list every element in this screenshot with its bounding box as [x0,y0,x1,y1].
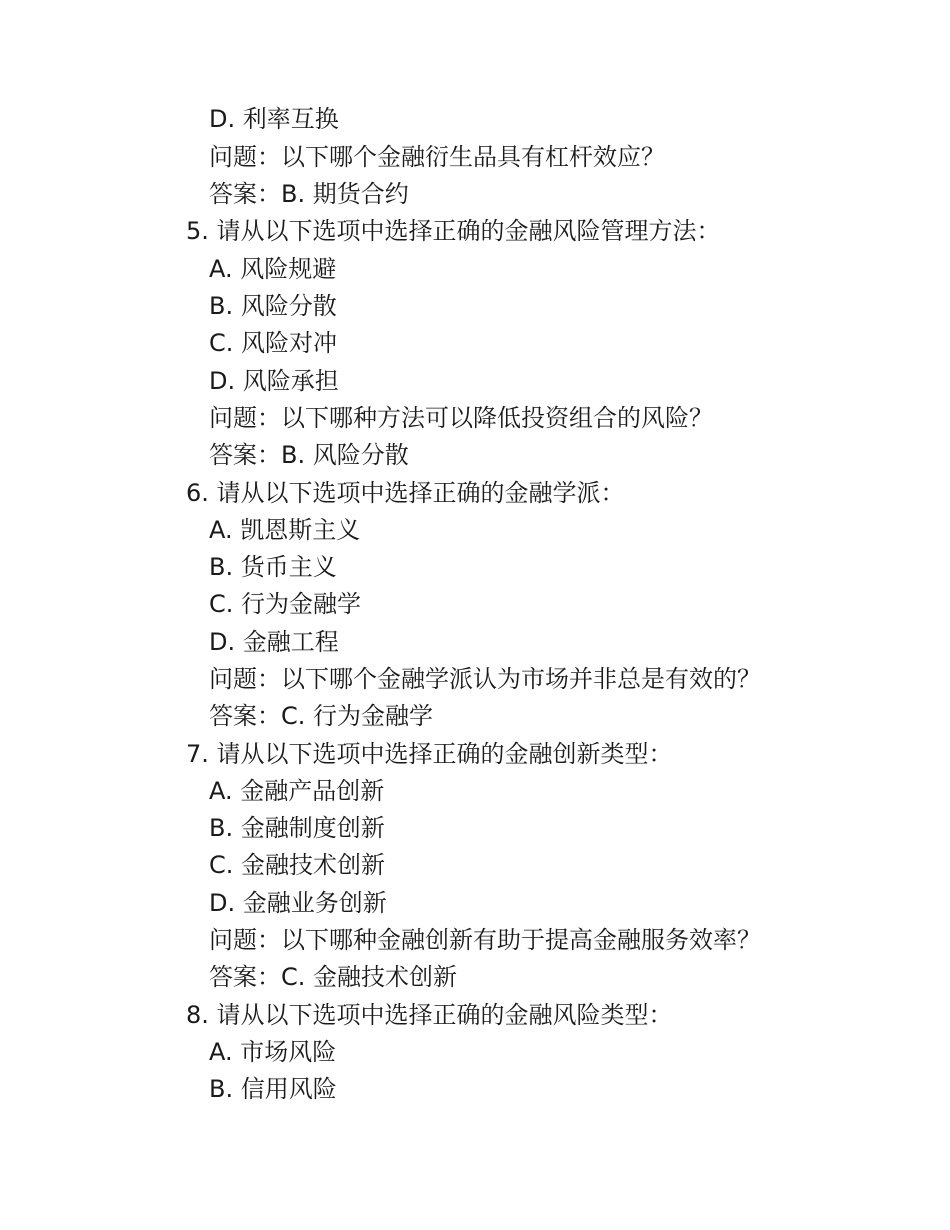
option-line: B. 风险分散 [209,292,337,320]
option-line: B. 信用风险 [209,1075,337,1103]
item-heading: 8. 请从以下选项中选择正确的金融风险类型： [186,1001,673,1029]
answer-line: 答案：B. 期货合约 [209,180,409,208]
option-line: D. 风险承担 [209,367,339,395]
answer-line: 答案：C. 行为金融学 [209,702,434,730]
option-line: C. 金融技术创新 [209,851,386,879]
item-heading: 7. 请从以下选项中选择正确的金融创新类型： [186,740,673,768]
option-line: C. 风险对冲 [209,329,338,357]
option-line: A. 风险规避 [209,255,337,283]
question-line: 问题：以下哪种金融创新有助于提高金融服务效率？ [209,926,761,954]
option-line: A. 市场风险 [209,1038,337,1066]
question-line: 问题：以下哪种方法可以降低投资组合的风险？ [209,404,713,432]
item-heading: 5. 请从以下选项中选择正确的金融风险管理方法： [186,217,721,245]
question-line: 问题：以下哪个金融学派认为市场并非总是有效的？ [209,665,761,693]
answer-line: 答案：B. 风险分散 [209,441,409,469]
option-line: D. 金融工程 [209,628,339,656]
option-line: A. 金融产品创新 [209,777,385,805]
item-heading: 6. 请从以下选项中选择正确的金融学派： [186,479,625,507]
option-line: D. 金融业务创新 [209,889,387,917]
option-line: C. 行为金融学 [209,590,362,618]
option-line: B. 货币主义 [209,553,337,581]
answer-line: 答案：C. 金融技术创新 [209,963,458,991]
question-line: 问题：以下哪个金融衍生品具有杠杆效应？ [209,143,665,171]
option-line: B. 金融制度创新 [209,814,385,842]
option-line: D. 利率互换 [209,105,339,133]
option-line: A. 凯恩斯主义 [209,516,361,544]
